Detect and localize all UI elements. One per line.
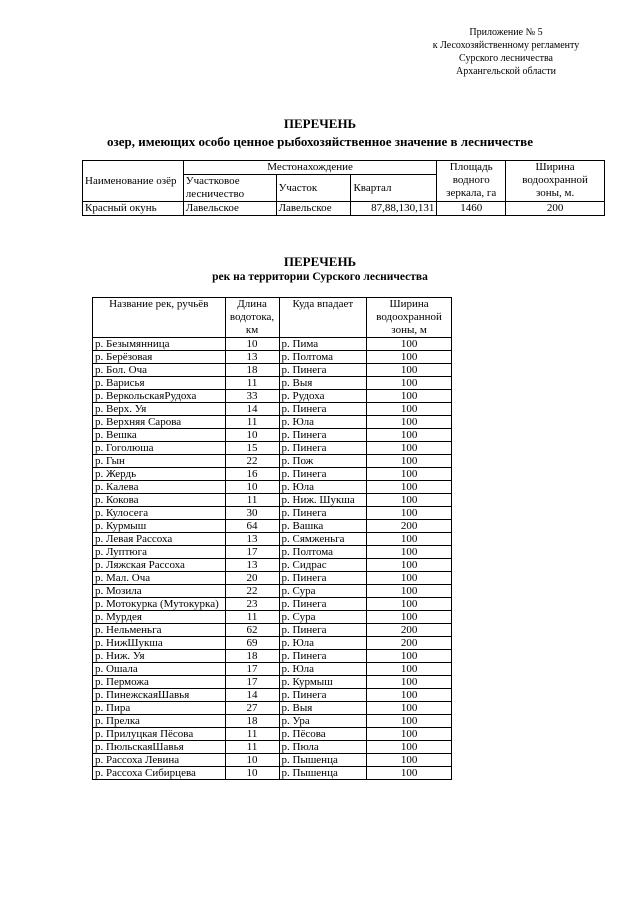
river-length-cell: 22 [225, 455, 279, 468]
table-row [93, 598, 452, 611]
river-width-cell: 100 [367, 741, 452, 754]
river-mouth-cell: р. Пинега [279, 650, 367, 663]
appendix-line: Сурского лесничества [459, 53, 553, 64]
river-name-cell: р. Левая Рассоха [93, 533, 226, 546]
river-length-cell: 11 [225, 494, 279, 507]
river-length-cell: 14 [225, 403, 279, 416]
river-mouth-cell: р. Юла [279, 481, 367, 494]
river-width-cell: 100 [367, 676, 452, 689]
river-length-cell: 13 [225, 533, 279, 546]
table-row [93, 637, 452, 650]
river-mouth-cell: р. Выя [279, 702, 367, 715]
table-row [93, 468, 452, 481]
rivers-subtitle: рек на территории Сурского лесничества [212, 271, 428, 283]
river-width-cell: 100 [367, 377, 452, 390]
lake-width-cell: 200 [506, 202, 605, 216]
river-width-cell: 100 [367, 403, 452, 416]
river-name-cell: р. Жердь [93, 468, 226, 481]
river-length-cell: 10 [225, 429, 279, 442]
lake-name-cell: Красный окунь [83, 202, 184, 216]
river-width-cell: 100 [367, 390, 452, 403]
appendix-header [400, 26, 612, 78]
table-row [93, 611, 452, 624]
river-mouth-cell: р. Пинега [279, 442, 367, 455]
river-width-cell: 100 [367, 429, 452, 442]
river-mouth-cell: р. Сура [279, 585, 367, 598]
river-width-cell: 200 [367, 637, 452, 650]
lakes-header-quarter: Квартал [351, 175, 437, 202]
lakes-subtitle: озер, имеющих особо ценное рыбохозяйственное значение в лесничестве [107, 134, 533, 149]
river-mouth-cell: р. Пышенца [279, 754, 367, 767]
table-row [93, 585, 452, 598]
table-row [93, 767, 452, 780]
river-length-cell: 18 [225, 650, 279, 663]
river-name-cell: р. Гын [93, 455, 226, 468]
table-row [93, 364, 452, 377]
river-mouth-cell: р. Полтома [279, 546, 367, 559]
river-name-cell: р. Перможа [93, 676, 226, 689]
river-name-cell: р. Рассоха Сибирцева [93, 767, 226, 780]
river-mouth-cell: р. Рудоха [279, 390, 367, 403]
river-name-cell: р. Верхняя Сарова [93, 416, 226, 429]
table-row [93, 481, 452, 494]
river-mouth-cell: р. Юла [279, 637, 367, 650]
river-length-cell: 30 [225, 507, 279, 520]
river-width-cell: 100 [367, 728, 452, 741]
river-name-cell: р. Мал. Оча [93, 572, 226, 585]
river-mouth-cell: р. Пюла [279, 741, 367, 754]
river-name-cell: р. Кулосега [93, 507, 226, 520]
river-length-cell: 18 [225, 715, 279, 728]
table-row [93, 351, 452, 364]
river-mouth-cell: р. Вашка [279, 520, 367, 533]
river-length-cell: 14 [225, 689, 279, 702]
table-row [93, 429, 452, 442]
river-name-cell: р. Прелка [93, 715, 226, 728]
table-row [93, 507, 452, 520]
river-length-cell: 11 [225, 377, 279, 390]
river-name-cell: р. Гоголюша [93, 442, 226, 455]
river-mouth-cell: р. Сидрас [279, 559, 367, 572]
river-mouth-cell: р. Выя [279, 377, 367, 390]
river-mouth-cell: р. Пинега [279, 507, 367, 520]
river-width-cell: 100 [367, 559, 452, 572]
river-name-cell: р. Калева [93, 481, 226, 494]
table-row [93, 546, 452, 559]
river-name-cell: р. ПюльскаяШавья [93, 741, 226, 754]
lakes-header-district-forestry: Участковое лесничество [183, 175, 276, 202]
river-name-cell: р. Бол. Оча [93, 364, 226, 377]
river-mouth-cell: р. Пинега [279, 468, 367, 481]
river-width-cell: 100 [367, 754, 452, 767]
table-row [93, 338, 452, 351]
river-name-cell: р. Рассоха Левина [93, 754, 226, 767]
river-mouth-cell: р. Сямженьга [279, 533, 367, 546]
river-mouth-cell: р. Пинега [279, 624, 367, 637]
river-name-cell: р. Ниж. Уя [93, 650, 226, 663]
river-width-cell: 100 [367, 611, 452, 624]
rivers-header-name: Название рек, ручьёв [93, 298, 226, 338]
river-name-cell: р. ВеркольскаяРудоха [93, 390, 226, 403]
river-mouth-cell: р. Пинега [279, 598, 367, 611]
lake-forestry-cell: Лавельское [183, 202, 276, 216]
river-name-cell: р. Верх. Уя [93, 403, 226, 416]
river-name-cell: р. Ляжская Рассоха [93, 559, 226, 572]
river-mouth-cell: р. Пинега [279, 364, 367, 377]
river-width-cell: 100 [367, 455, 452, 468]
river-mouth-cell: р. Юла [279, 416, 367, 429]
table-row [93, 559, 452, 572]
river-width-cell: 200 [367, 624, 452, 637]
river-length-cell: 23 [225, 598, 279, 611]
river-length-cell: 15 [225, 442, 279, 455]
river-width-cell: 100 [367, 351, 452, 364]
river-length-cell: 17 [225, 663, 279, 676]
river-name-cell: р. Мозила [93, 585, 226, 598]
table-row [93, 624, 452, 637]
appendix-line: к Лесохозяйственному регламенту [432, 40, 580, 51]
river-length-cell: 11 [225, 416, 279, 429]
river-length-cell: 27 [225, 702, 279, 715]
lake-quarter-cell: 87,88,130,131 [351, 202, 437, 216]
rivers-table [92, 297, 452, 780]
rivers-title: ПЕРЕЧЕНЬ [283, 254, 357, 269]
river-width-cell: 100 [367, 598, 452, 611]
river-mouth-cell: р. Пинега [279, 403, 367, 416]
river-mouth-cell: р. Ура [279, 715, 367, 728]
rivers-table-body [93, 338, 452, 780]
river-name-cell: р. Ошала [93, 663, 226, 676]
river-width-cell: 100 [367, 416, 452, 429]
river-width-cell: 100 [367, 715, 452, 728]
table-row [93, 390, 452, 403]
appendix-line: Архангельской области [456, 66, 556, 77]
river-mouth-cell: р. Пёсова [279, 728, 367, 741]
river-length-cell: 17 [225, 546, 279, 559]
river-width-cell: 100 [367, 338, 452, 351]
river-width-cell: 100 [367, 481, 452, 494]
table-row [93, 442, 452, 455]
table-row [93, 676, 452, 689]
river-width-cell: 100 [367, 533, 452, 546]
river-name-cell: р. Прилуцкая Пёсова [93, 728, 226, 741]
river-length-cell: 17 [225, 676, 279, 689]
river-name-cell: р. Варисья [93, 377, 226, 390]
river-width-cell: 100 [367, 572, 452, 585]
river-mouth-cell: р. Сура [279, 611, 367, 624]
table-row [93, 455, 452, 468]
river-width-cell: 100 [367, 442, 452, 455]
lakes-title: ПЕРЕЧЕНЬ [283, 116, 357, 131]
river-length-cell: 33 [225, 390, 279, 403]
river-width-cell: 200 [367, 520, 452, 533]
river-name-cell: р. Безымянница [93, 338, 226, 351]
lakes-header-name: Наименование озёр [83, 161, 184, 202]
river-mouth-cell: р. Пышенца [279, 767, 367, 780]
lakes-header-area: Площадь водного зеркала, га [437, 161, 506, 202]
river-mouth-cell: р. Полтома [279, 351, 367, 364]
table-row [83, 202, 605, 216]
table-row [93, 403, 452, 416]
table-row [93, 702, 452, 715]
river-width-cell: 100 [367, 702, 452, 715]
river-width-cell: 100 [367, 663, 452, 676]
table-row [93, 650, 452, 663]
river-name-cell: р. Кокова [93, 494, 226, 507]
river-length-cell: 13 [225, 559, 279, 572]
river-length-cell: 11 [225, 611, 279, 624]
river-name-cell: р. Нельменьга [93, 624, 226, 637]
river-name-cell: р. Луптюга [93, 546, 226, 559]
lakes-table [82, 160, 605, 216]
lake-plot-cell: Лавельское [276, 202, 351, 216]
table-row [93, 741, 452, 754]
river-name-cell: р. ПинежскаяШавья [93, 689, 226, 702]
rivers-header-width: Ширина водоохранной зоны, м [367, 298, 452, 338]
river-length-cell: 13 [225, 351, 279, 364]
river-name-cell: р. Мурдея [93, 611, 226, 624]
table-row [93, 663, 452, 676]
river-name-cell: р. НижШукша [93, 637, 226, 650]
river-length-cell: 10 [225, 754, 279, 767]
river-width-cell: 100 [367, 468, 452, 481]
river-mouth-cell: р. Курмыш [279, 676, 367, 689]
table-row [93, 754, 452, 767]
river-name-cell: р. Курмыш [93, 520, 226, 533]
river-width-cell: 100 [367, 767, 452, 780]
river-width-cell: 100 [367, 585, 452, 598]
river-mouth-cell: р. Пима [279, 338, 367, 351]
river-mouth-cell: р. Ниж. Шукша [279, 494, 367, 507]
table-row [93, 533, 452, 546]
lake-area-cell: 1460 [437, 202, 506, 216]
river-mouth-cell: р. Юла [279, 663, 367, 676]
river-width-cell: 100 [367, 507, 452, 520]
river-length-cell: 11 [225, 728, 279, 741]
lakes-header-location: Местонахождение [183, 161, 437, 175]
river-length-cell: 62 [225, 624, 279, 637]
river-length-cell: 69 [225, 637, 279, 650]
table-row [93, 715, 452, 728]
river-length-cell: 10 [225, 481, 279, 494]
table-row [93, 572, 452, 585]
river-width-cell: 100 [367, 546, 452, 559]
table-row [93, 416, 452, 429]
river-length-cell: 11 [225, 741, 279, 754]
river-mouth-cell: р. Пинега [279, 689, 367, 702]
river-name-cell: р. Вешка [93, 429, 226, 442]
river-mouth-cell: р. Пож [279, 455, 367, 468]
river-length-cell: 18 [225, 364, 279, 377]
table-row [93, 689, 452, 702]
river-length-cell: 20 [225, 572, 279, 585]
river-width-cell: 100 [367, 364, 452, 377]
river-name-cell: р. Пира [93, 702, 226, 715]
appendix-line: Приложение № 5 [469, 27, 543, 38]
table-row [93, 520, 452, 533]
river-mouth-cell: р. Пинега [279, 572, 367, 585]
table-row [93, 728, 452, 741]
river-length-cell: 64 [225, 520, 279, 533]
river-length-cell: 22 [225, 585, 279, 598]
table-row [93, 377, 452, 390]
table-row [93, 494, 452, 507]
river-length-cell: 16 [225, 468, 279, 481]
river-length-cell: 10 [225, 338, 279, 351]
river-length-cell: 10 [225, 767, 279, 780]
river-width-cell: 100 [367, 650, 452, 663]
river-name-cell: р. Берёзовая [93, 351, 226, 364]
lakes-header-plot: Участок [276, 175, 351, 202]
river-name-cell: р. Мотокурка (Мутокурка) [93, 598, 226, 611]
river-mouth-cell: р. Пинега [279, 429, 367, 442]
river-width-cell: 100 [367, 689, 452, 702]
lakes-header-width: Ширина водоохранной зоны, м. [506, 161, 605, 202]
rivers-header-mouth: Куда впадает [279, 298, 367, 338]
river-width-cell: 100 [367, 494, 452, 507]
rivers-header-length: Длина водотока, км [225, 298, 279, 338]
